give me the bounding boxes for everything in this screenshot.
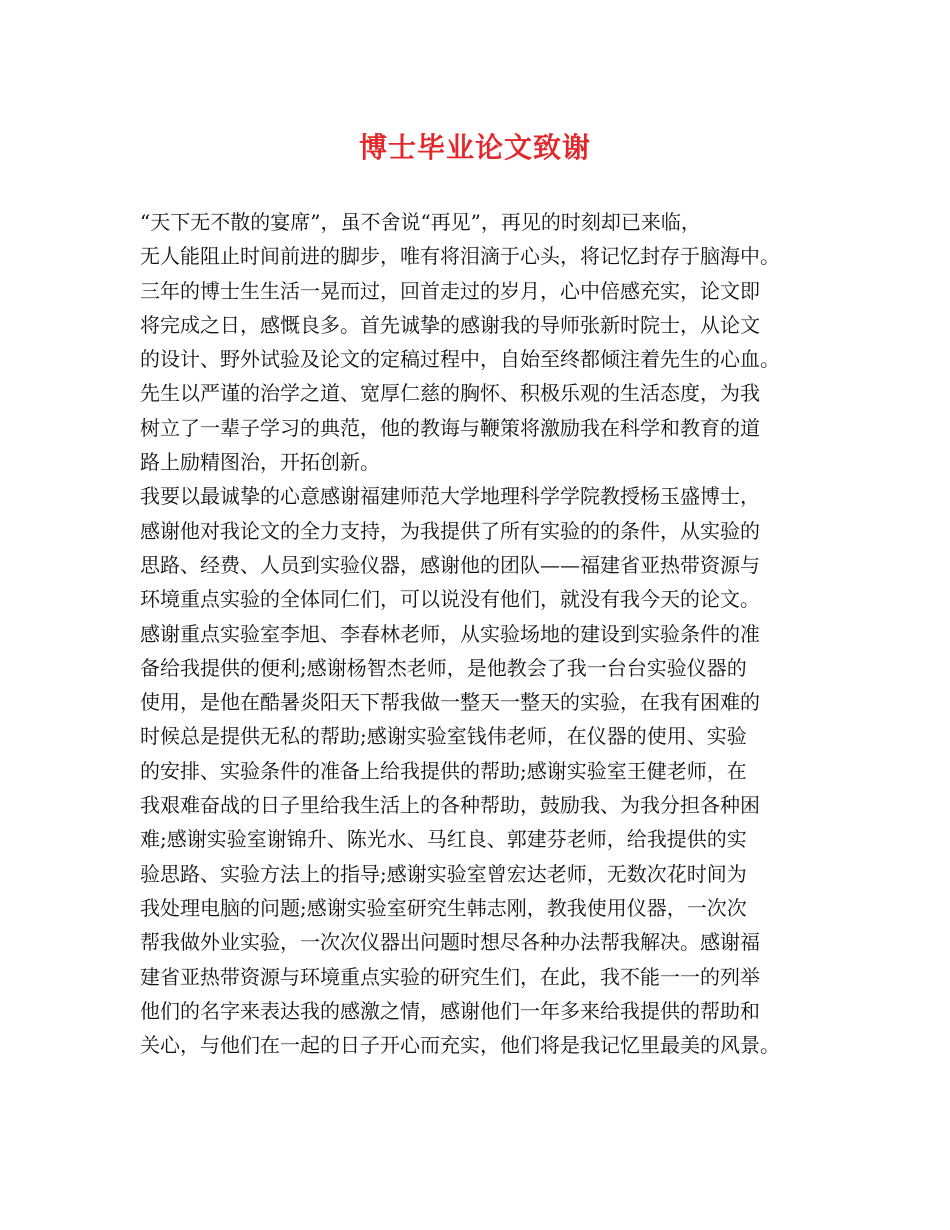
text-line: 我艰难奋战的日子里给我生活上的各种帮助，鼓励我、为我分担各种困	[140, 793, 760, 818]
text-line: 环境重点实验的全体同仁们，可以说没有他们，就没有我今天的论文。	[140, 587, 760, 612]
text-line: 感谢重点实验室李旭、李春林老师，从实验场地的建设到实验条件的准	[140, 621, 760, 646]
text-line: 建省亚热带资源与环境重点实验的研究生们，在此，我不能一一的列举	[140, 964, 760, 989]
text-line: 树立了一辈子学习的典范，他的教诲与鞭策将激励我在科学和教育的道	[140, 415, 760, 440]
text-line: 感谢他对我论文的全力支持，为我提供了所有实验的的条件，从实验的	[140, 518, 760, 543]
text-line: 的安排、实验条件的准备上给我提供的帮助;感谢实验室王健老师，在	[140, 758, 747, 783]
acknowledgement-body	[140, 205, 830, 1062]
text-line: 三年的博士生生活一晃而过，回首走过的岁月，心中倍感充实，论文即	[140, 278, 760, 303]
text-line: 将完成之日，感慨良多。首先诚挚的感谢我的导师张新时院士，从论文	[140, 312, 760, 337]
text-line: 他们的名字来表达我的感激之情，感谢他们一年多来给我提供的帮助和	[140, 998, 760, 1023]
text-line: 先生以严谨的治学之道、宽厚仁慈的胸怀、积极乐观的生活态度，为我	[140, 381, 760, 406]
text-line: “天下无不散的宴席”，虽不舍说“再见”，再见的时刻却已来临，	[140, 210, 701, 234]
text-line: 关心，与他们在一起的日子开心而充实，他们将是我记忆里最美的风景。	[140, 1033, 780, 1058]
text-line: 思路、经费、人员到实验仪器，感谢他的团队——福建省亚热带资源与	[140, 552, 760, 577]
text-line: 时候总是提供无私的帮助;感谢实验室钱伟老师，在仪器的使用、实验	[140, 724, 747, 749]
document-title: 博士毕业论文致谢	[358, 131, 591, 164]
text-line: 难;感谢实验室谢锦升、陈光水、马红良、郭建芬老师，给我提供的实	[140, 827, 747, 852]
text-line: 我要以最诚挚的心意感谢福建师范大学地理科学学院教授杨玉盛博士，	[140, 484, 760, 509]
text-line: 备给我提供的便利;感谢杨智杰老师，是他教会了我一台台实验仪器的	[140, 655, 747, 680]
text-line: 路上励精图治，开拓创新。	[140, 450, 380, 475]
text-line: 无人能阻止时间前进的脚步，唯有将泪滴于心头，将记忆封存于脑海中。	[140, 244, 780, 269]
text-line: 验思路、实验方法上的指导;感谢实验室曾宏达老师，无数次花时间为	[140, 861, 747, 886]
text-line: 帮我做外业实验，一次次仪器出问题时想尽各种办法帮我解决。感谢福	[140, 930, 760, 955]
text-line: 我处理电脑的问题;感谢实验室研究生韩志刚，教我使用仪器，一次次	[140, 895, 747, 920]
text-line: 的设计、野外试验及论文的定稿过程中，自始至终都倾注着先生的心血。	[140, 347, 780, 372]
text-line: 使用，是他在酷暑炎阳天下帮我做一整天一整天的实验，在我有困难的	[140, 690, 760, 715]
